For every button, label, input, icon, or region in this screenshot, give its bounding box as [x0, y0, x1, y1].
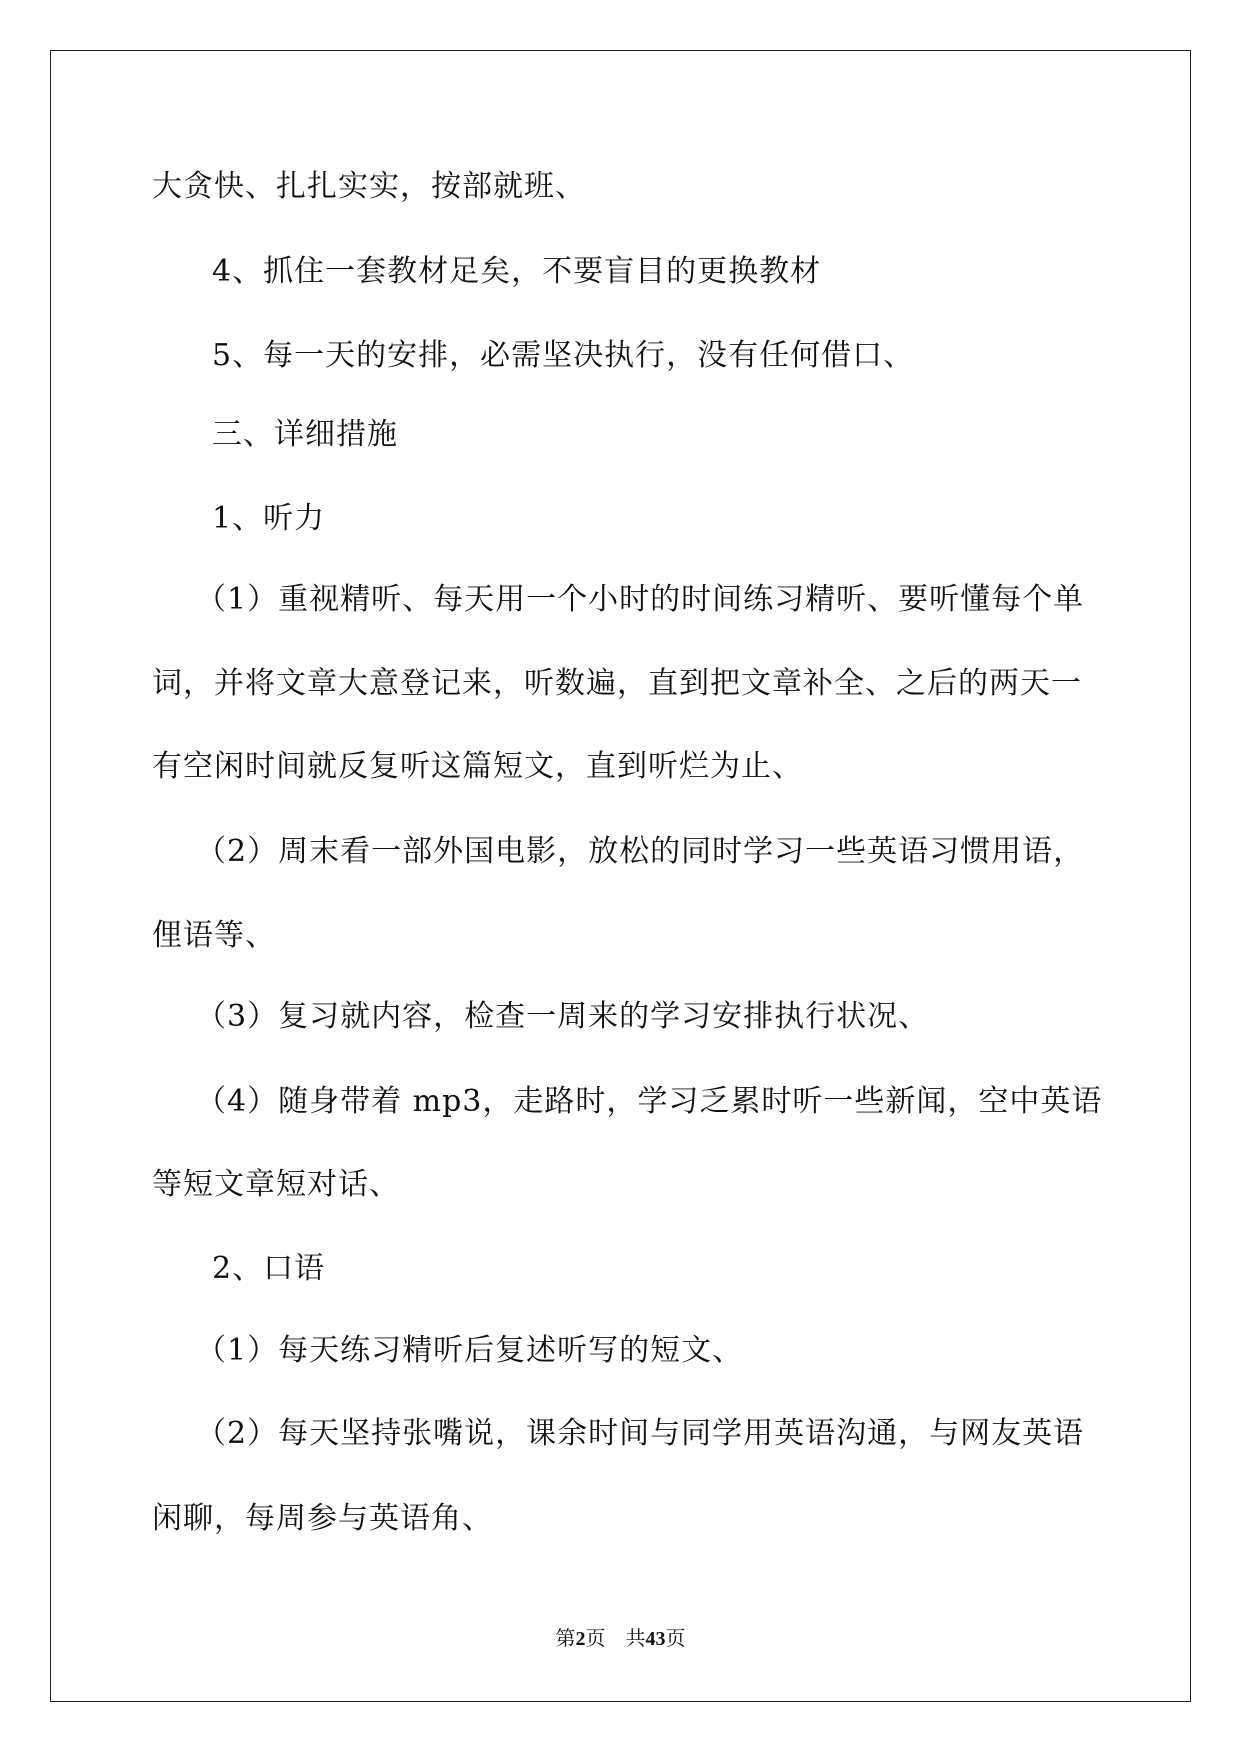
subsection-heading: 2、口语 [212, 1251, 326, 1286]
footer-prefix: 第 [555, 1628, 576, 1650]
body-line: （2）周末看一部外国电影，放松的同时学习一些英语习惯用语， [196, 834, 1085, 869]
body-line: 4、抓住一套教材足矣，不要盲目的更换教材 [212, 254, 822, 289]
body-line: 5、每一天的安排，必需坚决执行，没有任何借口、 [212, 338, 915, 373]
body-line: 闲聊，每周参与英语角、 [152, 1501, 493, 1536]
body-line: （4）随身带着 mp3，走路时，学习乏累时听一些新闻，空中英语 [196, 1084, 1103, 1119]
body-line: （1）重视精听、每天用一个小时的时间练习精听、要听懂每个单 [196, 582, 1085, 617]
footer-total-pages: 43 [645, 1628, 666, 1650]
page-border [50, 50, 1191, 1702]
body-line: 有空闲时间就反复听这篇短文，直到听烂为止、 [152, 749, 803, 784]
subsection-heading: 1、听力 [212, 501, 326, 536]
section-heading: 三、详细措施 [212, 417, 398, 452]
body-line: （3）复习就内容，检查一周来的学习安排执行状况、 [196, 999, 930, 1034]
body-line: 词，并将文章大意登记来，听数遍，直到把文章补全、之后的两天一 [152, 666, 1082, 701]
page-footer [0, 1622, 1241, 1651]
body-line: 大贪快、扎扎实实，按部就班、 [152, 169, 586, 204]
body-line: （1）每天练习精听后复述听写的短文、 [196, 1333, 744, 1368]
body-line: （2）每天坚持张嘴说，课余时间与同学用英语沟通，与网友英语 [196, 1416, 1085, 1451]
footer-suffix: 页 [665, 1628, 686, 1650]
body-line: 等短文章短对话、 [152, 1167, 400, 1202]
body-line: 俚语等、 [152, 918, 276, 953]
footer-middle: 页 共 [585, 1628, 646, 1650]
footer-page-number: 2 [575, 1628, 586, 1650]
